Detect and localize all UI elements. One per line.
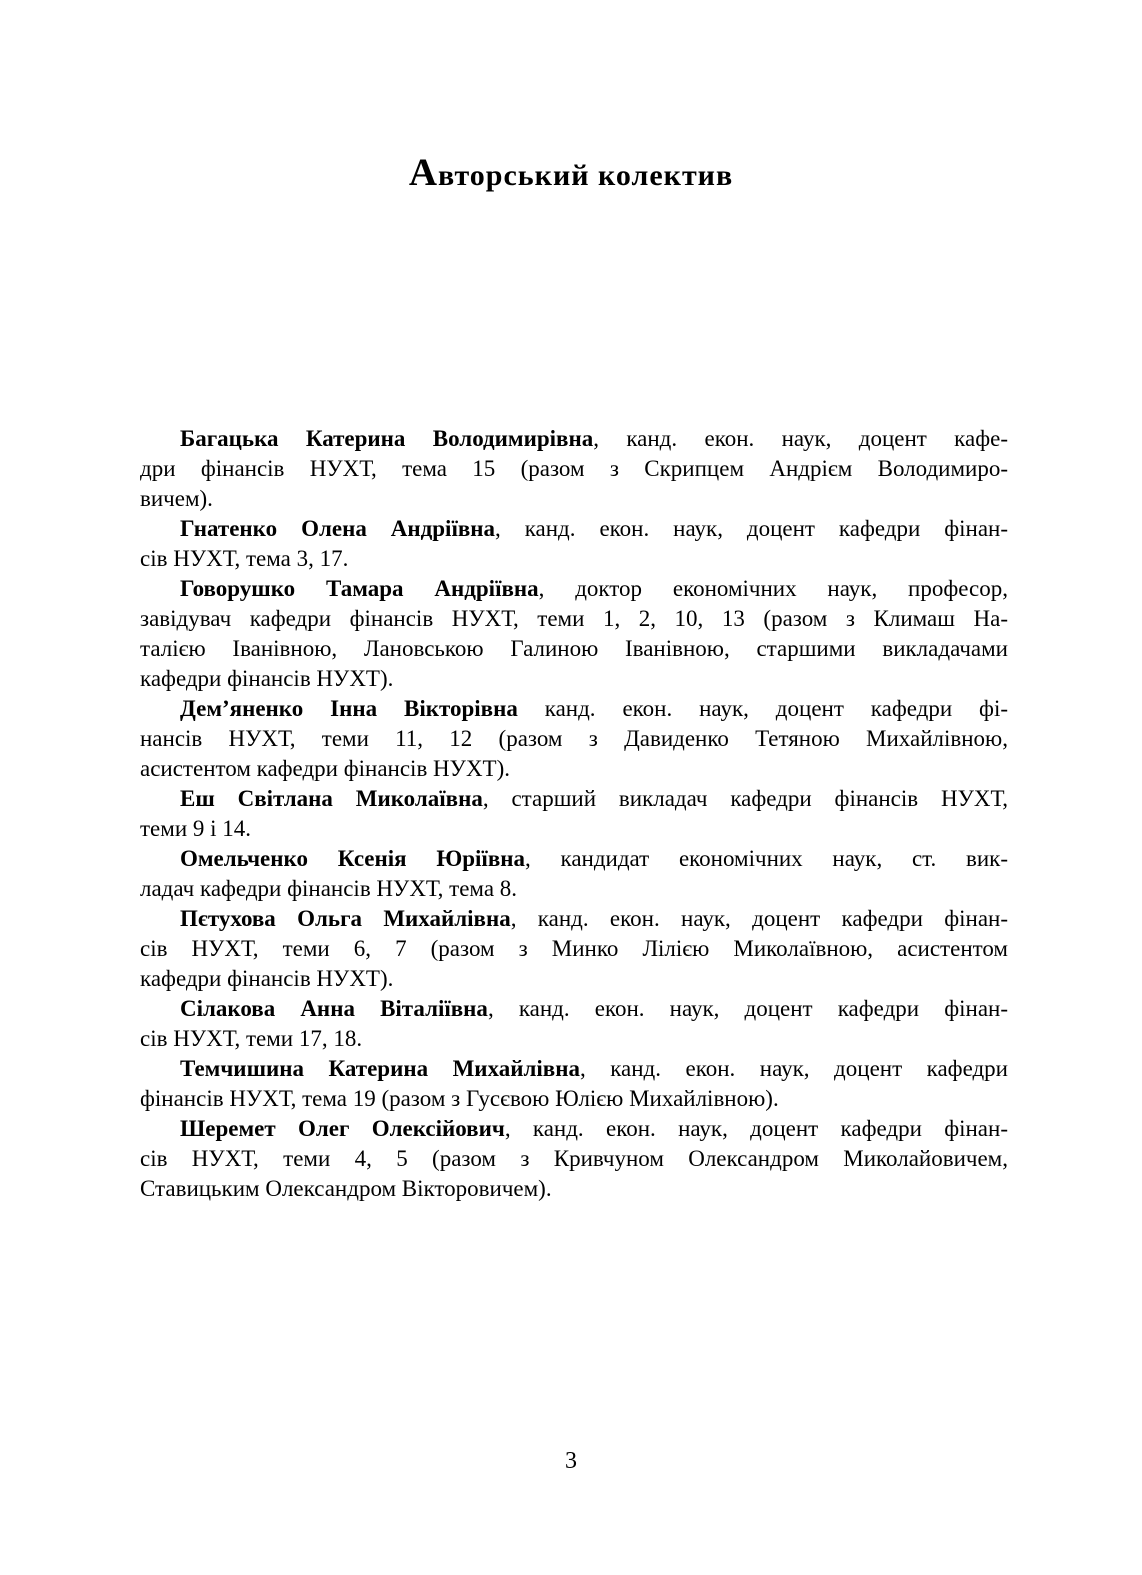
text-line: кафедри фінансів НУХТ).	[140, 966, 394, 991]
author-paragraph	[140, 574, 1008, 694]
text-line: фінансів НУХТ, тема 19 (разом з Гусєвою Юлією Михайлівною).	[140, 1086, 779, 1111]
author-name: Омельченко Ксенія Юріївна	[180, 846, 525, 871]
author-paragraph	[140, 784, 1008, 844]
author-paragraph	[140, 694, 1008, 784]
text-line: сів НУХТ, теми 6, 7 (разом з Минко Лілією Миколаївною, асистентом	[140, 936, 1008, 961]
text-line: Пєтухова Ольга Михайлівна, канд. екон. наук, доцент кафедри фінан-	[180, 906, 1008, 931]
text-line: асистентом кафедри фінансів НУХТ).	[140, 756, 511, 781]
author-name: Темчишина Катерина Михайлівна	[180, 1056, 580, 1081]
text-line: нансів НУХТ, теми 11, 12 (разом з Давиденко Тетяною Михайлівною,	[140, 726, 1008, 751]
text-line: Ставицьким Олександром Вікторовичем).	[140, 1176, 552, 1201]
text-line: дри фінансів НУХТ, тема 15 (разом з Скрипцем Андрієм Володимиро-	[140, 456, 1008, 481]
page-number: 3	[565, 1448, 577, 1474]
author-paragraph	[140, 1114, 1008, 1204]
text-line: Еш Світлана Миколаївна, старший викладач кафедри фінансів НУХТ,	[180, 786, 1008, 811]
author-paragraph	[140, 1054, 1008, 1114]
text-line: Омельченко Ксенія Юріївна, кандидат економічних наук, ст. вик-	[180, 846, 1008, 871]
text-line: сів НУХТ, тема 3, 17.	[140, 546, 349, 571]
text-line: Шеремет Олег Олексійович, канд. екон. наук, доцент кафедри фінан-	[180, 1116, 1008, 1141]
author-name: Говорушко Тамара Андріївна	[180, 576, 539, 601]
text-line: Темчишина Катерина Михайлівна, канд. екон. наук, доцент кафедри	[180, 1056, 1008, 1081]
author-name: Еш Світлана Миколаївна	[180, 786, 483, 811]
author-paragraph	[140, 424, 1008, 514]
author-name: Дем’яненко Інна Вікторівна	[180, 696, 518, 721]
authors-list	[140, 424, 1008, 1204]
text-line: ладач кафедри фінансів НУХТ, тема 8.	[140, 876, 518, 901]
author-paragraph	[140, 904, 1008, 994]
text-line: сів НУХТ, теми 4, 5 (разом з Кривчуном Олександром Миколайовичем,	[140, 1146, 1008, 1171]
text-line: талією Іванівною, Лановською Галиною Іванівною, старшими викладачами	[140, 636, 1008, 661]
text-line: Дем’яненко Інна Вікторівна канд. екон. наук, доцент кафедри фі-	[180, 696, 1008, 721]
author-name: Шеремет Олег Олексійович	[180, 1116, 505, 1141]
text-line: Багацька Катерина Володимирівна, канд. екон. наук, доцент кафе-	[180, 426, 1008, 451]
text-line: завідувач кафедри фінансів НУХТ, теми 1, 2, 10, 13 (разом з Климаш На-	[140, 606, 1008, 631]
text-line: Говорушко Тамара Андріївна, доктор економічних наук, професор,	[180, 576, 1008, 601]
text-line: сів НУХТ, теми 17, 18.	[140, 1026, 363, 1051]
text-line: кафедри фінансів НУХТ).	[140, 666, 394, 691]
page-title: Авторський колектив	[408, 151, 734, 194]
text-line: Гнатенко Олена Андріївна, канд. екон. наук, доцент кафедри фінан-	[180, 516, 1008, 541]
author-name: Багацька Катерина Володимирівна	[180, 426, 594, 451]
author-name: Пєтухова Ольга Михайлівна	[180, 906, 511, 931]
author-name: Сілакова Анна Віталіївна	[180, 996, 488, 1021]
text-line: Сілакова Анна Віталіївна, канд. екон. наук, доцент кафедри фінан-	[180, 996, 1008, 1021]
text-line: теми 9 і 14.	[140, 816, 252, 841]
author-paragraph	[140, 844, 1008, 904]
author-paragraph	[140, 994, 1008, 1054]
author-paragraph	[140, 514, 1008, 574]
author-name: Гнатенко Олена Андріївна	[180, 516, 496, 541]
text-line: вичем).	[140, 486, 213, 511]
